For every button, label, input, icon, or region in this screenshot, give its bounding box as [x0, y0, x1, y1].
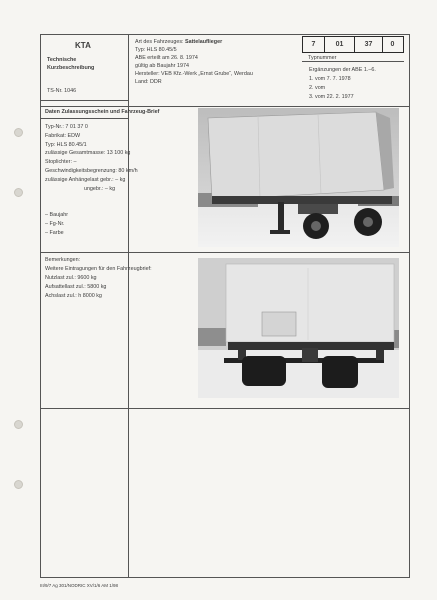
remarks-line: Weitere Eintragungen für den Fahrzeugbrief:	[45, 266, 152, 272]
trailer-side-illustration	[198, 108, 399, 247]
ts-number: TS-Nr. 1046	[47, 88, 77, 94]
country-line: Land: DDR	[135, 79, 162, 85]
type-number-cell: 0	[390, 41, 395, 48]
remarks-line: Achslast zul.: h 8000 kg	[45, 293, 102, 299]
addition-entry: 3. vom 22. 2. 1977	[309, 94, 354, 100]
type-line: Typ: HLS 80.45/5	[135, 47, 177, 53]
abe-line: ABE erteilt am 26. 8. 1974	[135, 55, 198, 61]
trailer-rear-illustration	[198, 258, 399, 398]
row-divider	[40, 106, 410, 107]
remarks-line: Aufsattellast zul.: 5800 kg	[45, 284, 107, 290]
remarks-line: Nutzlast zul.: 9600 kg	[45, 275, 97, 281]
type-number-box	[302, 36, 404, 53]
print-code: III/9/7 Ag 301/NODRIC XV/1/6 AM 1/98	[40, 583, 119, 588]
column-divider	[128, 34, 129, 578]
remarks-title: Bemerkungen:	[45, 257, 81, 263]
type-number-cell: 7	[303, 37, 325, 52]
valid-from-line: gültig ab Baujahr 1974	[135, 63, 189, 69]
punch-hole	[14, 188, 23, 197]
registration-line: Typ: HLS 80.45/1	[45, 142, 87, 148]
registration-line: ungebr.: – kg	[45, 186, 116, 192]
registration-extra: – Fg-Nr.	[45, 221, 65, 227]
addition-entry: 2. vom	[309, 85, 326, 91]
type-number-cell: 37	[355, 37, 383, 52]
punch-hole	[14, 420, 23, 429]
row-divider	[40, 100, 128, 101]
manufacturer-line: Hersteller: VEB Kfz.-Werk „Ernst Grube“, Werdau	[135, 71, 253, 77]
doc-type-line1: Technische	[47, 57, 77, 63]
trailer-side-photo	[198, 108, 399, 247]
trailer-rear-photo	[198, 258, 399, 398]
row-divider	[40, 408, 410, 409]
vehicle-kind-value: Sattelauflieger	[185, 39, 223, 45]
type-number-cell: 01	[325, 37, 355, 52]
type-number-caption: Typnummer	[308, 55, 337, 61]
registration-line: zulässige Anhängelast gebr.: – kg	[45, 177, 126, 183]
registration-line: Stoplichter: –	[45, 159, 77, 165]
registration-line: Fabrikat: EDW	[45, 133, 81, 139]
registration-title: Daten Zulassungsschein und Fahrzeug-Brief	[45, 109, 160, 115]
registration-extra: – Farbe	[45, 230, 64, 236]
punch-hole	[14, 128, 23, 137]
registration-line: Typ-Nr.: 7 01 37 0	[45, 124, 88, 130]
org-label: KTA	[75, 41, 91, 50]
registration-line: Geschwindigkeitsbegrenzung: 80 km/h	[45, 168, 138, 174]
doc-type-line2: Kurzbeschreibung	[47, 65, 95, 71]
addition-entry: 1. vom 7. 7. 1978	[309, 76, 351, 82]
vehicle-kind	[135, 39, 222, 45]
registration-extra: – Baujahr	[45, 212, 69, 218]
punch-hole	[14, 480, 23, 489]
vehicle-kind-label: Art des Fahrzeuges:	[135, 39, 184, 45]
row-divider	[40, 252, 410, 253]
row-divider	[40, 118, 128, 119]
registration-line: zulässige Gesamtmasse: 13 100 kg	[45, 150, 131, 156]
additions-title: Ergänzungen der ABE 1.–6.	[309, 67, 376, 73]
